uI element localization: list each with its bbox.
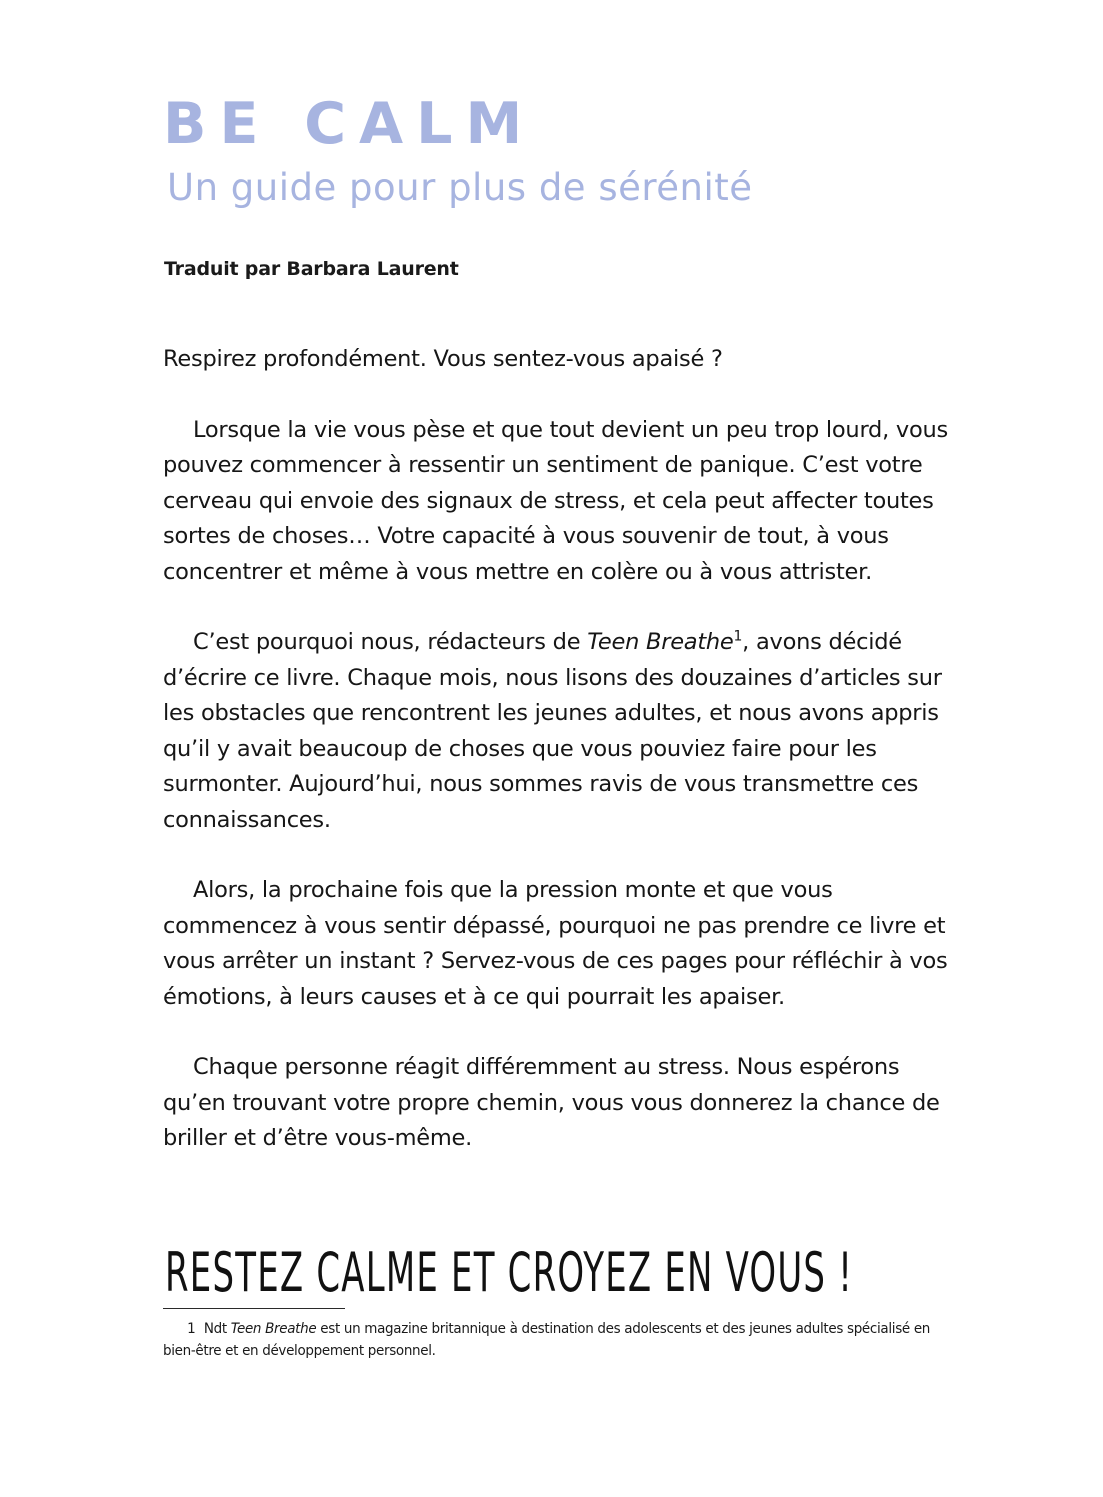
paragraph-next-time: Alors, la prochaine fois que la pression monte et que vous commencez à vous sentir dépassé, pourquoi ne pas prendre ce livre et vous arrêter un instant ? Servez-vous de ces pages pour réfléchir à vos émotions, à leurs causes et à ce qui pourrait les apaiser. <box>163 877 948 1010</box>
paragraph-segment-text-rest: , avons décidé d’écrire ce livre. Chaque mois, nous lisons des douzaines d’articles sur les obstacles que rencontrent les jeunes adultes, et nous avons appris qu’il y avait beaucoup de choses que vous pouviez faire pour les surmonter. Aujourd’hui, nous sommes ravis de vous transmettre ces connaissances. <box>163 629 942 833</box>
paragraph-teen-breathe <box>163 625 953 838</box>
footnote-area <box>163 1308 953 1362</box>
translator-byline: Traduit par Barbara Laurent <box>164 258 459 280</box>
footnote-marker[interactable]: 1 <box>733 628 743 645</box>
page-subtitle: Un guide pour plus de sérénité <box>167 166 753 209</box>
footnote-number: 1 <box>187 1321 196 1337</box>
paragraph-panic: Lorsque la vie vous pèse et que tout devient un peu trop lourd, vous pouvez commencer à ressentir un sentiment de panique. C’est votre cerveau qui envoie des signaux de stress, et cela peut affecter toutes sortes de choses… Votre capacité à vous souvenir de tout, à vous concentrer et même à vous mettre en colère ou à vous attrister. <box>163 416 948 585</box>
title-block <box>163 0 953 209</box>
page-title: BE CALM <box>163 91 536 157</box>
footnote-magazine-italic: Teen Breathe <box>230 1321 317 1337</box>
magazine-title-italic: Teen Breathe <box>587 629 734 655</box>
footnote-separator-rule <box>163 1308 345 1309</box>
paragraph-segment-text: C’est pourquoi nous, rédacteurs de <box>193 629 588 655</box>
paragraph-each-person: Chaque personne réagit différemment au stress. Nous espérons qu’en trouvant votre propre chemin, vous vous donnerez la chance de briller et d’être vous-même. <box>163 1054 940 1151</box>
display-heading: RESTEZ CALME ET CROYEZ EN VOUS ! <box>165 1239 854 1304</box>
page-content <box>163 0 953 1304</box>
paragraph-intro: Respirez profondément. Vous sentez-vous apaisé ? <box>163 346 723 372</box>
body-copy <box>163 342 953 1157</box>
footnote-text <box>163 1318 954 1362</box>
footnote-segment-text-rest: est un magazine britannique à destination des adolescents et des jeunes adultes spécialisé en bien-être et en développement personnel. <box>163 1321 931 1359</box>
footnote-segment-text: Ndt <box>203 1321 231 1337</box>
